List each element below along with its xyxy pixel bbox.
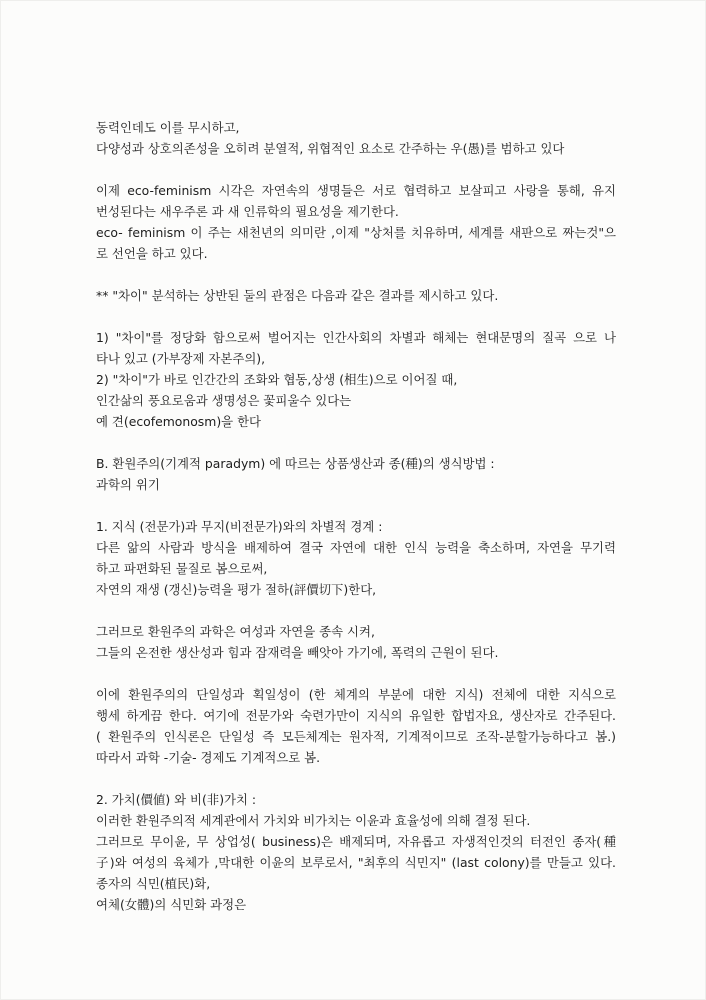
text-line: 동력인데도 이를 무시하고, xyxy=(96,120,240,135)
text-line: 행세 하게끔 한다. 여기에 전문가와 숙련가만이 지식의 유일한 합법자요, 생산자로 간주된다. xyxy=(96,708,616,723)
text-line: 1) "차이"를 정당화 함으로써 벌어지는 인간사회의 차별과 해체는 현대문명의 질곡 으로 나 xyxy=(96,330,616,345)
blank-line xyxy=(96,768,616,789)
text-line: 이러한 환원주의적 세계관에서 가치와 비가치는 이윤과 효율성에 의해 결정 된다. xyxy=(96,813,531,828)
text-line: ** "차이" 분석하는 상반된 둘의 관점은 다음과 같은 결과를 제시하고 있다. xyxy=(96,288,499,303)
blank-line xyxy=(96,600,616,621)
text-line: 다양성과 상호의존성을 오히려 분열적, 위협적인 요소로 간주하는 우(愚)를 범하고 있다 xyxy=(96,141,565,156)
blank-line xyxy=(96,495,616,516)
text-line: 2) "차이"가 바로 인간간의 조화와 협동,상생 (相生)으로 이어질 때, xyxy=(96,372,458,387)
text-line: 1. 지식 (전문가)과 무지(비전문가)와의 차별적 경계 : xyxy=(96,519,383,534)
text-line: ( 환원주의 인식론은 단일성 즉 모든체계는 원자적, 기계적이므로 조작-분할가능하다고 봄.) xyxy=(96,729,616,744)
text-line: 자연의 재생 (갱신)능력을 평가 절하(評價切下)한다, xyxy=(96,582,377,597)
text-line: 타나 있고 (가부장제 자본주의), xyxy=(96,351,266,366)
blank-line xyxy=(96,663,616,684)
blank-line xyxy=(96,432,616,453)
text-line: 하고 파편화된 물질로 봄으로써, xyxy=(96,561,268,576)
section-heading: B. 환원주의(기계적 paradym) 에 따르는 상품생산과 종(種)의 생식방법 : xyxy=(96,456,495,471)
text-line: 이에 환원주의의 단일성과 획일성이 (한 체계의 부분에 대한 지식) 전체에 대한 지식으로 xyxy=(96,687,616,702)
text-line: 번성된다는 새우주론 과 새 인류학의 필요성을 제기한다. xyxy=(96,204,399,219)
text-line: 여체(女體)의 식민화 과정은 xyxy=(96,897,247,912)
blank-line xyxy=(96,264,616,285)
text-line: 子)와 여성의 육체가 ,막대한 이윤의 보루로서, "최후의 식민지" (last colony)를 만들고 있다. xyxy=(96,855,616,870)
text-line: 그러므로 환원주의 과학은 여성과 자연을 종속 시켜, xyxy=(96,624,375,639)
blank-line xyxy=(96,159,616,180)
text-line: 종자의 식민(植民)화, xyxy=(96,876,211,891)
text-line: eco- feminism 이 주는 새천년의 의미란 ,이제 "상처를 치유하며, 세계를 새판으로 짜는것"으 xyxy=(96,225,616,240)
text-line: 로 선언을 하고 있다. xyxy=(96,246,208,261)
text-line: 따라서 과학 -기술- 경제도 기계적으로 봄. xyxy=(96,750,321,765)
text-line: 과학의 위기 xyxy=(96,477,160,492)
text-line: 인간삶의 풍요로움과 생명성은 꽃피울수 있다는 xyxy=(96,393,352,408)
blank-line xyxy=(96,306,616,327)
document-body xyxy=(96,117,616,915)
text-line: 그러므로 무이윤, 무 상업성( business)은 배제되며, 자유롭고 자생적인것의 터전인 종자(種 xyxy=(96,834,616,849)
text-line: 예 견(ecofemonosm)을 한다 xyxy=(96,414,262,429)
text-line: 다른 앎의 사람과 방식을 배제하여 결국 자연에 대한 인식 능력을 축소하며, 자연을 무기력 xyxy=(96,540,616,555)
text-line: 그들의 온전한 생산성과 힘과 잠재력을 빼앗아 가기에, 폭력의 근원이 된다. xyxy=(96,645,499,660)
text-line: 이제 eco-feminism 시각은 자연속의 생명들은 서로 협력하고 보살피고 사랑을 통해, 유지 xyxy=(96,183,616,198)
text-line: 2. 가치(價値) 와 비(非)가치 : xyxy=(96,792,257,807)
